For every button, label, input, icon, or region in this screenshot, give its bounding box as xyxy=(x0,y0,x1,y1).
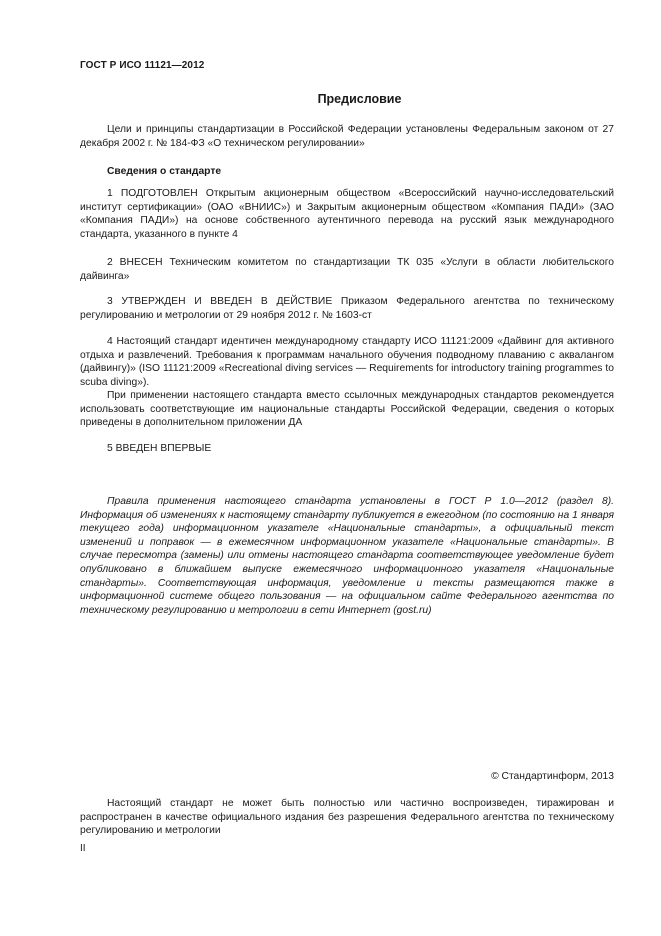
item-approved: 3 УТВЕРЖДЕН И ВВЕДЕН В ДЕЙСТВИЕ Приказом Федерального агентства по техническому регулированию и метрологии от 29 ноября 2012 г. № 1603-ст xyxy=(80,296,614,321)
page-number: II xyxy=(80,843,86,854)
item-introduced: 5 ВВЕДЕН ВПЕРВЫЕ xyxy=(107,443,212,454)
page-title: Предисловие xyxy=(317,92,402,106)
item-submitted: 2 ВНЕСЕН Техническим комитетом по стандартизации ТК 035 «Услуги в области любительского дайвинга» xyxy=(80,257,614,282)
copyright-line: © Стандартинформ, 2013 xyxy=(491,771,614,782)
item-application-note: При применении настоящего стандарта вместо ссылочных международных стандартов рекомендуется использовать соответствующие им национальные стандарты Российской Федерации, сведения о которых приведены в дополнительном приложении ДА xyxy=(80,390,614,429)
section-heading: Сведения о стандарте xyxy=(107,166,222,177)
notice-paragraph: Правила применения настоящего стандарта установлены в ГОСТ Р 1.0—2012 (раздел 8). Информация об изменениях к настоящему стандарту публикуется в ежегодном (по состоянию на 1 января текущего года) информационном указателе «Национальные стандарты», а официальный текст изменений и поправок — в ежемесячном информационном указателе «Национальные стандарты». В случае пересмотра (замены) или отмены настоящего стандарта соответствующее уведомление будет опубликовано в ближайшем выпуске ежемесячного информационного указателя «Национальные стандарты». Соответствующая информация, уведомление и тексты размещаются также в информационной системе общего пользования — на официальном сайте Федерального агентства по техническому регулированию и метрологии в сети Интернет (gost.ru) xyxy=(80,496,614,616)
item-prepared: 1 ПОДГОТОВЛЕН Открытым акционерным обществом «Всероссийский научно-исследовательский институт сертификации» (ОАО «ВНИИС») и Закрытым акционерным обществом «Компания ПАДИ» (ЗАО «Компания ПАДИ») на основе собственного аутентичного перевода на русский язык международного стандарта, указанного в пункте 4 xyxy=(80,188,614,240)
standard-header: ГОСТ Р ИСО 11121—2012 xyxy=(80,60,205,71)
item-identical: 4 Настоящий стандарт идентичен международному стандарту ИСО 11121:2009 «Дайвинг для активного отдыха и развлечений. Требования к программам начального обучения подводному плаванию с аквалангом (дайвингу)» (ISO 11121:2009 «Recreational diving services — Requirements for introductory training programmes to scuba diving»). xyxy=(80,336,614,388)
intro-paragraph: Цели и принципы стандартизации в Российской Федерации установлены Федеральным законом от 27 декабря 2002 г. № 184-ФЗ «О техническом регулировании» xyxy=(80,124,614,149)
reproduction-notice: Настоящий стандарт не может быть полностью или частично воспроизведен, тиражирован и распространен в качестве официального издания без разрешения Федерального агентства по техническому регулированию и метрологии xyxy=(80,798,614,837)
